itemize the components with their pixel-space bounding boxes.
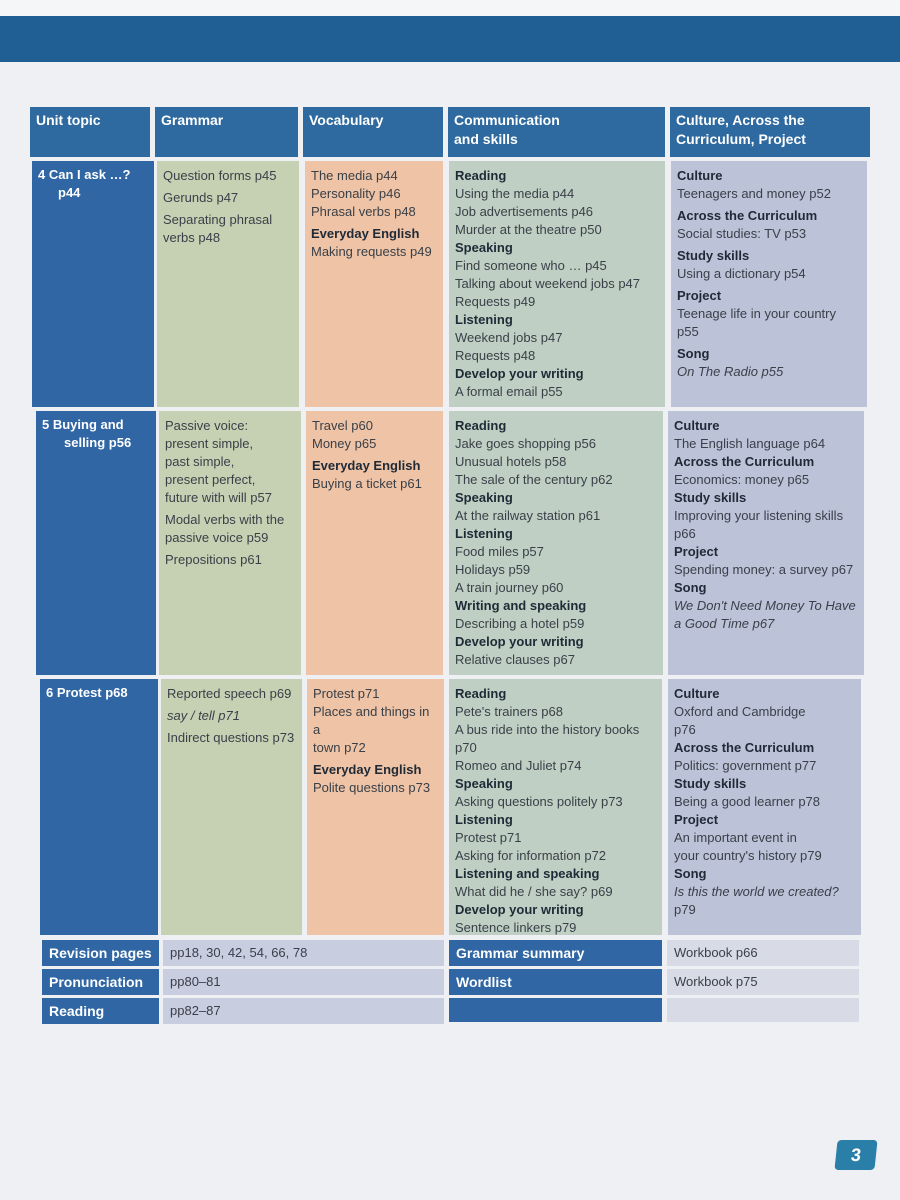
culture-item: Being a good learner p78 [674, 794, 821, 809]
grammar-item: future with will p57 [165, 490, 272, 505]
reading-label: Reading [42, 998, 159, 1024]
culture-heading: Song [677, 346, 710, 361]
unit-topic-line: 4 Can I ask …? [38, 167, 131, 182]
unit-topic-line: selling p56 [64, 435, 132, 450]
culture-item: On The Radio p55 [677, 364, 784, 379]
culture-item: Social studies: TV p53 [677, 226, 807, 241]
culture-item: Spending money: a survey p67 [674, 562, 854, 577]
unit-4-topic [32, 161, 154, 407]
vocabulary-heading: Everyday English [311, 226, 420, 241]
culture-heading: Song [674, 580, 707, 595]
vocabulary-item: town p72 [313, 740, 366, 755]
culture-heading: Culture [677, 168, 723, 183]
title-band [0, 16, 900, 62]
unit-6-grammar [161, 679, 302, 935]
vocabulary-heading: Everyday English [313, 762, 422, 777]
vocabulary-item: Personality p46 [311, 186, 401, 201]
unit-5-communication [449, 411, 663, 675]
unit-4-vocabulary [305, 161, 443, 407]
skill-item: What did he / she say? p69 [455, 884, 613, 899]
skill-heading: Listening [455, 812, 513, 827]
skill-item: Weekend jobs p47 [455, 330, 563, 345]
grammar-item: Gerunds p47 [163, 190, 239, 205]
skill-heading: Develop your writing [455, 366, 584, 381]
skill-item: Jake goes shopping p56 [455, 436, 596, 451]
skill-item: A formal email p55 [455, 384, 563, 399]
culture-item: Teenage life in your country p55 [677, 306, 836, 339]
unit-5-grammar [159, 411, 301, 675]
skill-item: Unusual hotels p58 [455, 454, 567, 469]
skill-item: Talking about weekend jobs p47 [455, 276, 641, 291]
unit-6-communication [449, 679, 662, 935]
culture-item: p76 [674, 722, 696, 737]
page-number: 3 [834, 1140, 877, 1170]
grammar-item: Indirect questions p73 [167, 730, 295, 745]
culture-item: Is this the world we created? [674, 884, 839, 899]
grammar-item: present simple, [165, 436, 254, 451]
header-grammar: Grammar [155, 107, 298, 157]
header-communication [448, 107, 665, 157]
skill-item: Requests p49 [455, 294, 536, 309]
culture-item: The English language p64 [674, 436, 826, 451]
skill-item: A bus ride into the history books [455, 722, 640, 737]
skill-item: Find someone who … p45 [455, 258, 607, 273]
skill-item: Romeo and Juliet p74 [455, 758, 582, 773]
culture-item: An important event in [674, 830, 797, 845]
culture-item: Improving your listening skills [674, 508, 844, 523]
skill-heading: Speaking [455, 490, 513, 505]
header-unit-topic: Unit topic [30, 107, 150, 157]
revision-pages-value: pp18, 30, 42, 54, 66, 78 [163, 940, 444, 966]
grammar-item: Question forms p45 [163, 168, 277, 183]
revision-pages-label: Revision pages [42, 940, 159, 966]
vocabulary-item: Buying a ticket p61 [312, 476, 422, 491]
skill-item: Pete's trainers p68 [455, 704, 563, 719]
culture-item: Using a dictionary p54 [677, 266, 806, 281]
culture-item: p79 [674, 902, 696, 917]
skill-item: Murder at the theatre p50 [455, 222, 602, 237]
unit-6-vocabulary [307, 679, 444, 935]
skill-item: Holidays p59 [455, 562, 531, 577]
culture-heading: Culture [674, 418, 720, 433]
culture-item: your country's history p79 [674, 848, 822, 863]
grammar-item: Reported speech p69 [167, 686, 292, 701]
skill-item: Sentence linkers p79 [455, 920, 577, 935]
skill-heading: Listening [455, 312, 513, 327]
grammar-item: present perfect, [165, 472, 256, 487]
culture-item: Teenagers and money p52 [677, 186, 831, 201]
vocabulary-item: Places and things in a [313, 704, 430, 737]
empty-blue-cell [449, 998, 662, 1022]
skill-heading: Writing and speaking [455, 598, 587, 613]
vocabulary-item: Phrasal verbs p48 [311, 204, 416, 219]
culture-heading: Across the Curriculum [674, 740, 815, 755]
top-margin [0, 0, 900, 16]
culture-heading: Song [674, 866, 707, 881]
skill-heading: Listening and speaking [455, 866, 600, 881]
skill-heading: Reading [455, 418, 507, 433]
skill-heading: Speaking [455, 776, 513, 791]
skill-item: Describing a hotel p59 [455, 616, 585, 631]
reading-value: pp82–87 [163, 998, 444, 1024]
skill-heading: Reading [455, 168, 507, 183]
skill-heading: Develop your writing [455, 902, 584, 917]
header-culture-line: Curriculum, Project [676, 131, 806, 147]
grammar-item: Passive voice: [165, 418, 249, 433]
skill-item: The sale of the century p62 [455, 472, 613, 487]
culture-heading: Across the Curriculum [677, 208, 818, 223]
skill-item: Asking for information p72 [455, 848, 607, 863]
unit-6-topic [40, 679, 158, 935]
culture-heading: Project [674, 812, 719, 827]
grammar-item: verbs p48 [163, 230, 221, 245]
skill-heading: Reading [455, 686, 507, 701]
header-vocabulary: Vocabulary [303, 107, 443, 157]
unit-5-culture [668, 411, 864, 675]
unit-topic-line: p44 [58, 185, 81, 200]
vocabulary-heading: Everyday English [312, 458, 421, 473]
header-culture-line: Culture, Across the [676, 112, 805, 128]
wordlist-value: Workbook p75 [667, 969, 859, 995]
unit-5-topic [36, 411, 156, 675]
culture-heading: Across the Curriculum [674, 454, 815, 469]
unit-topic-line: 5 Buying and [42, 417, 124, 432]
grammar-summary-label: Grammar summary [449, 940, 662, 966]
skill-heading: Speaking [455, 240, 513, 255]
culture-item: We Don't Need Money To Have [674, 598, 856, 613]
culture-item: Economics: money p65 [674, 472, 810, 487]
grammar-item: say / tell p71 [167, 708, 240, 723]
culture-item: a Good Time p67 [674, 616, 775, 631]
vocabulary-item: Making requests p49 [311, 244, 432, 259]
unit-4-grammar [157, 161, 299, 407]
skill-item: A train journey p60 [455, 580, 564, 595]
skill-item: At the railway station p61 [455, 508, 601, 523]
culture-heading: Culture [674, 686, 720, 701]
pronunciation-value: pp80–81 [163, 969, 444, 995]
unit-topic-line: 6 Protest p68 [46, 685, 128, 700]
culture-heading: Project [674, 544, 719, 559]
vocabulary-item: Money p65 [312, 436, 377, 451]
grammar-item: Prepositions p61 [165, 552, 262, 567]
skill-item: Using the media p44 [455, 186, 575, 201]
empty-grey-cell [667, 998, 859, 1022]
culture-heading: Study skills [674, 776, 747, 791]
skill-item: Requests p48 [455, 348, 536, 363]
vocabulary-item: Travel p60 [312, 418, 373, 433]
unit-4-communication [449, 161, 665, 407]
skill-item: Asking questions politely p73 [455, 794, 623, 809]
skill-heading: Develop your writing [455, 634, 584, 649]
header-communication-line: Communication [454, 112, 560, 128]
vocabulary-item: Protest p71 [313, 686, 380, 701]
grammar-summary-value: Workbook p66 [667, 940, 859, 966]
grammar-item: passive voice p59 [165, 530, 269, 545]
culture-heading: Study skills [674, 490, 747, 505]
vocabulary-item: The media p44 [311, 168, 398, 183]
skill-item: Relative clauses p67 [455, 652, 575, 667]
grammar-item: past simple, [165, 454, 235, 469]
header-culture [670, 107, 870, 157]
culture-item: p66 [674, 526, 696, 541]
header-communication-line: and skills [454, 131, 518, 147]
skill-heading: Listening [455, 526, 513, 541]
culture-item: Oxford and Cambridge [674, 704, 806, 719]
wordlist-label: Wordlist [449, 969, 662, 995]
culture-heading: Study skills [677, 248, 750, 263]
grammar-item: Modal verbs with the [165, 512, 285, 527]
skill-item: p70 [455, 740, 477, 755]
grammar-item: Separating phrasal [163, 212, 273, 227]
unit-5-vocabulary [306, 411, 443, 675]
pronunciation-label: Pronunciation [42, 969, 159, 995]
vocabulary-item: Polite questions p73 [313, 780, 431, 795]
skill-item: Job advertisements p46 [455, 204, 594, 219]
skill-item: Protest p71 [455, 830, 522, 845]
unit-6-culture [668, 679, 861, 935]
culture-item: Politics: government p77 [674, 758, 817, 773]
skill-item: Food miles p57 [455, 544, 544, 559]
unit-4-culture [671, 161, 867, 407]
culture-heading: Project [677, 288, 722, 303]
